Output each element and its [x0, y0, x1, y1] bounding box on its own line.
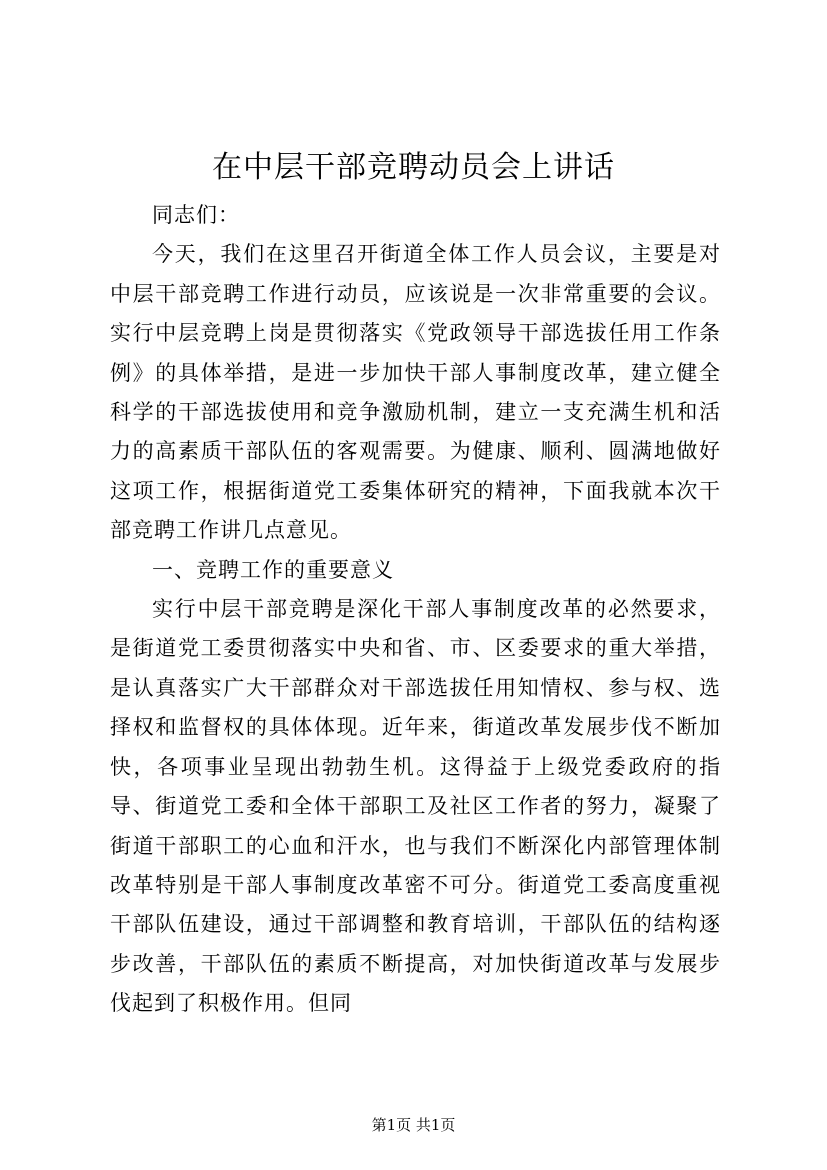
- page-footer: 第1页 共1页: [371, 1116, 456, 1134]
- section-heading-1: 一、竞聘工作的重要意义: [152, 557, 394, 582]
- salutation: 同志们：: [152, 203, 240, 227]
- document-body: [110, 196, 721, 1024]
- paragraph-intro: 今天，我们在这里召开街道全体工作人员会议，主要是对中层干部竞聘工作进行动员，应该说是一次非常重要的会议。实行中层竞聘上岗是贯彻落实《党政领导干部选拔任用工作条例》的具体举措，是进一步加快干部人事制度改革，建立健全科学的干部选拔使用和竞争激励机制，建立一支充满生机和活力的高素质干部队伍的客观需要。为健康、顺利、圆满地做好这项工作，根据街道党工委集体研究的精神，下面我就本次干部竞聘工作讲几点意见。: [110, 242, 721, 543]
- paragraph-section-1: 实行中层干部竞聘是深化干部人事制度改革的必然要求，是街道党工委贯彻落实中央和省、市、区委要求的重大举措，是认真落实广大干部群众对干部选拔任用知情权、参与权、选择权和监督权的具体体现。近年来，街道改革发展步伐不断加快，各项事业呈现出勃勃生机。这得益于上级党委政府的指导、街道党工委和全体干部职工及社区工作者的努力，凝聚了街道干部职工的心血和汗水，也与我们不断深化内部管理体制改革特别是干部人事制度改革密不可分。街道党工委高度重视干部队伍建设，通过干部调整和教育培训，干部队伍的结构逐步改善，干部队伍的素质不断提高，对加快街道改革与发展步伐起到了积极作用。但同: [110, 597, 721, 1016]
- document-title: 在中层干部竞聘动员会上讲话: [212, 150, 615, 185]
